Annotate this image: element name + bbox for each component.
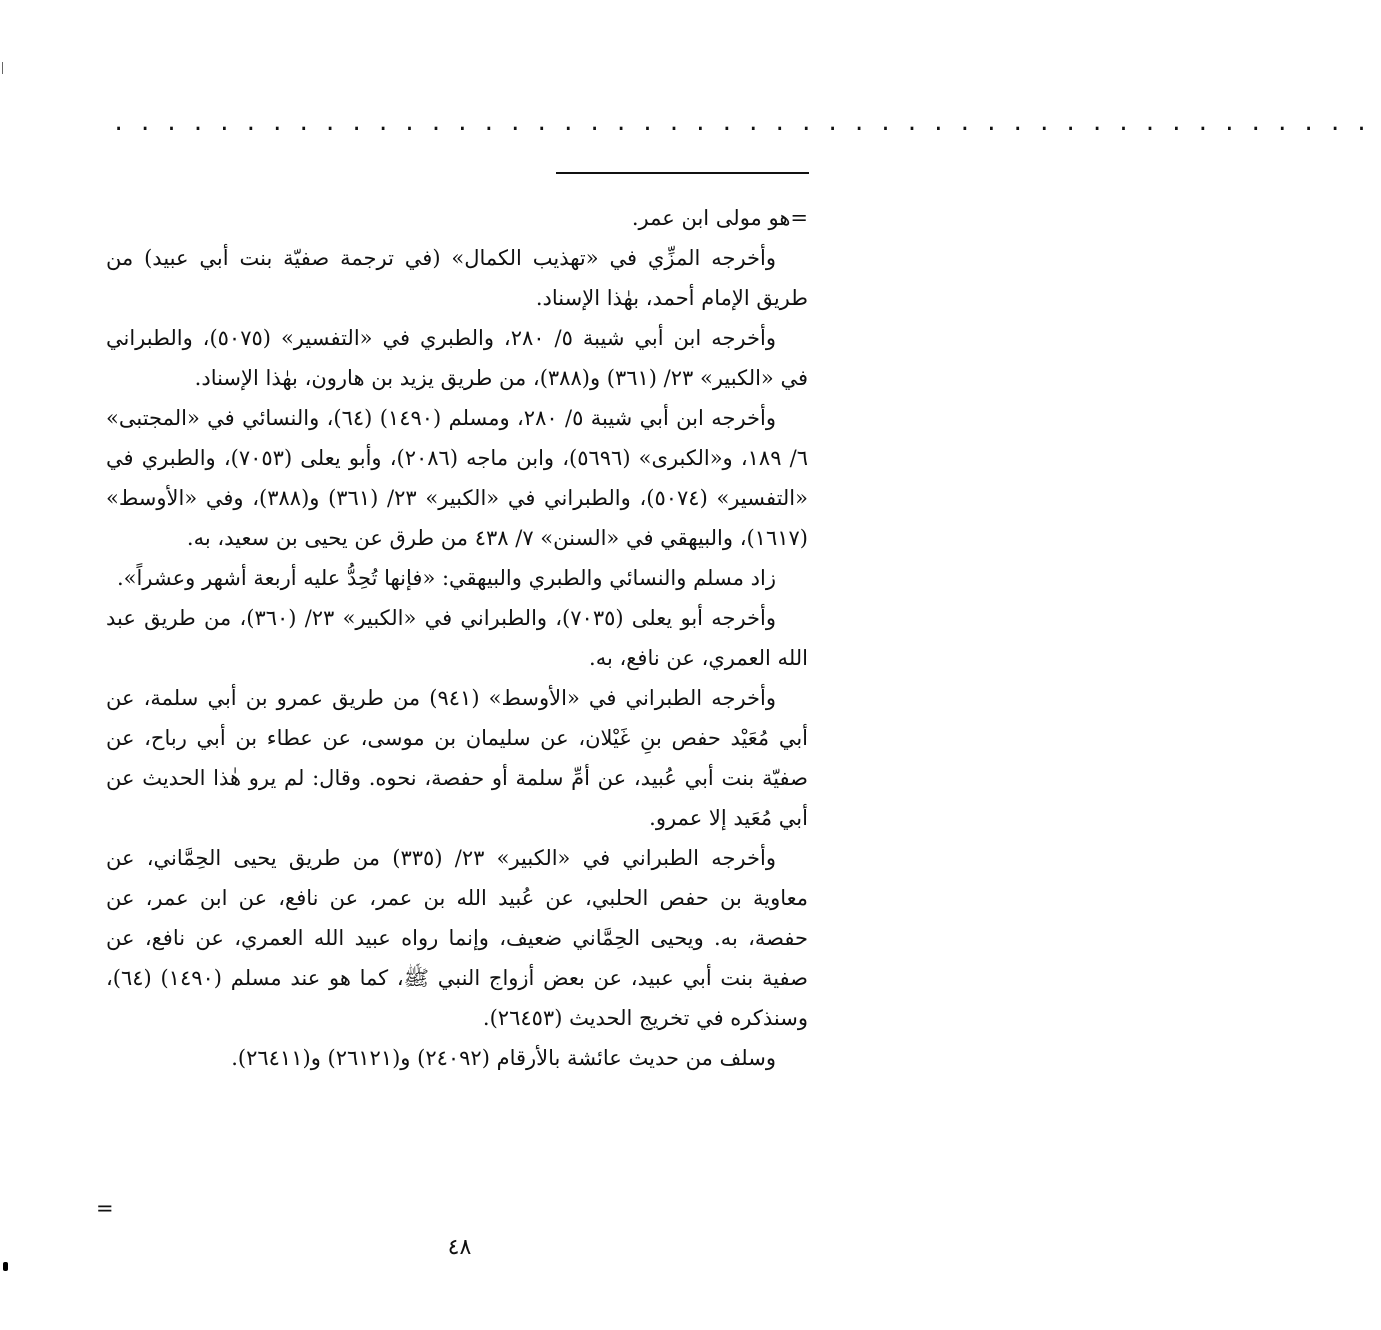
paragraph-abu-yala: وأخرجه أبو يعلى (٧٠٣٥)، والطبراني في «الكبير» ٢٣/ (٣٦٠)، من طريق عبد الله العمري، عن نافع، به. [106, 606, 808, 670]
paragraph-awsat: وأخرجه الطبراني في «الأوسط» (٩٤١) من طريق عمرو بن أبي سلمة، عن أبي مُعَيْد حفص بنِ غَيْلان، عن سليمان بن موسى، عن عطاء بن أبي رباح، عن صفيّة بنت أبي عُبيد، عن أمِّ سلمة أو حفصة، نحوه. وقال: لم يرو هٰذا الحديث عن أبي مُعَيد إلا عمرو. [106, 686, 808, 830]
paragraph-mizzi: وأخرجه المزِّي في «تهذيب الكمال» (في ترجمة صفيّة بنت أبي عبيد) من طريق الإمام أحمد، بهٰذا الإسناد. [106, 246, 808, 310]
footnote-text [106, 198, 808, 1078]
margin-mark [2, 62, 3, 74]
paragraph-addition: زاد مسلم والنسائي والطبري والبيهقي: «فإنها تُحِدُّ عليه أربعة أشهر وعشراً». [116, 566, 776, 590]
paragraph-ibn-abi-shayba-yahya: وأخرجه ابن أبي شيبة ٥/ ٢٨٠، ومسلم (١٤٩٠) (٦٤)، والنسائي في «المجتبى» ٦/ ١٨٩، و«الكبرى» (٥٦٩٦)، وابن ماجه (٢٠٨٦)، وأبو يعلى (٧٠٥٣)، والطبري في «التفسير» (٥٠٧٤)، والطبراني في «الكبير» ٢٣/ (٣٦١) و(٣٨٨)، وفي «الأوسط» (١٦١٧)، والبيهقي في «السنن» ٧/ ٤٣٨ من طرق عن يحيى بن سعيد، به. [106, 406, 809, 550]
paragraph-kabir-himmani: وأخرجه الطبراني في «الكبير» ٢٣/ (٣٣٥) من طريق يحيى الحِمَّاني، عن معاوية بن حفص الحلبي، عن عُبيد الله بن عمر، عن نافع، عن ابن عمر، عن حفصة، به. ويحيى الحِمَّاني ضعيف، وإنما رواه عبيد الله العمري، عن نافع، عن صفية بنت أبي عبيد، عن بعض أزواج النبي ﷺ، كما هو عند مسلم (١٤٩٠) (٦٤)، وسنذكره في تخريج الحديث (٢٦٤٥٣). [106, 846, 809, 1030]
continuation-mark: = [96, 1196, 114, 1220]
paragraph-aisha: وسلف من حديث عائشة بالأرقام (٢٤٠٩٢) و(٢٦١٢١) و(٢٦٤١١). [231, 1046, 776, 1070]
paragraph-continuation: =هو مولى ابن عمر. [631, 206, 808, 230]
footnote-rule [556, 172, 809, 174]
dotted-separator: ................................................ [112, 111, 1381, 136]
scan-speck [3, 1262, 8, 1271]
page-number: ٤٨ [447, 1235, 472, 1260]
paragraph-ibn-abi-shayba-yazid: وأخرجه ابن أبي شيبة ٥/ ٢٨٠، والطبري في «التفسير» (٥٠٧٥)، والطبراني في «الكبير» ٢٣/ (٣٦١) و(٣٨٨)، من طريق يزيد بن هارون، بهٰذا الإسناد. [106, 326, 808, 390]
